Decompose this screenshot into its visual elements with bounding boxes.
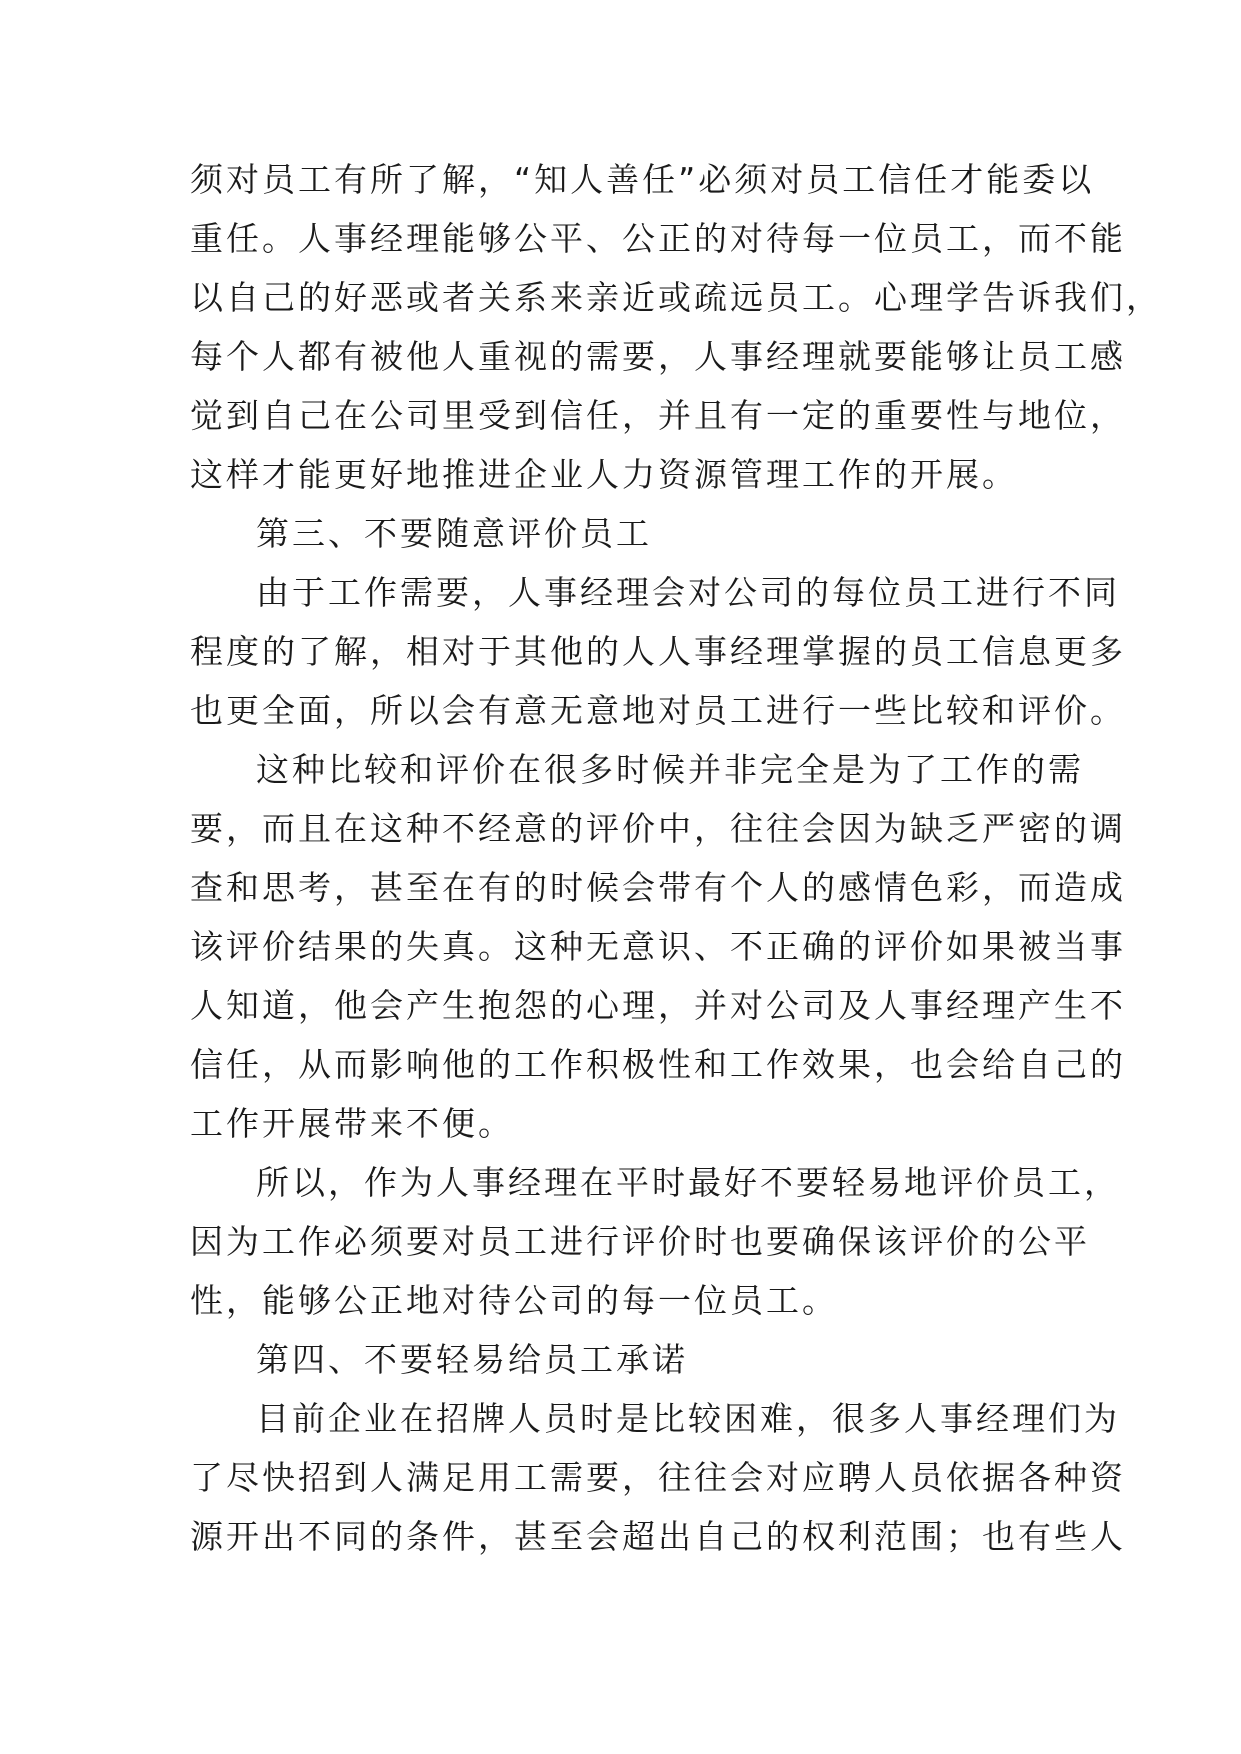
text-line: 以自己的好恶或者关系来亲近或疏远员工。心理学告诉我们， (190, 278, 1162, 317)
text-line: 人知道，他会产生抱怨的心理，并对公司及人事经理产生不 (190, 986, 1126, 1025)
text-line: 须对员工有所了解，“知人善任”必须对员工信任才能委以 (190, 160, 1095, 199)
text-line: 这样才能更好地推进企业人力资源管理工作的开展。 (190, 455, 1018, 494)
text-line: 要，而且在这种不经意的评价中，往往会因为缺乏严密的调 (190, 809, 1126, 848)
text-line: 工作开展带来不便。 (190, 1104, 514, 1143)
text-line: 源开出不同的条件，甚至会超出自己的权利范围；也有些人 (190, 1517, 1126, 1556)
text-line: 查和思考，甚至在有的时候会带有个人的感情色彩，而造成 (190, 868, 1126, 907)
text-line: 这种比较和评价在很多时候并非完全是为了工作的需 (256, 750, 1084, 789)
text-line: 信任，从而影响他的工作积极性和工作效果，也会给自己的 (190, 1045, 1126, 1084)
text-line: 也更全面，所以会有意无意地对员工进行一些比较和评价。 (190, 691, 1126, 730)
section-heading: 第四、不要轻易给员工承诺 (256, 1340, 688, 1379)
section-heading: 第三、不要随意评价员工 (256, 514, 652, 553)
text-line: 因为工作必须要对员工进行评价时也要确保该评价的公平 (190, 1222, 1090, 1261)
text-line: 程度的了解，相对于其他的人人事经理掌握的员工信息更多 (190, 632, 1126, 671)
text-line: 所以，作为人事经理在平时最好不要轻易地评价员工， (256, 1163, 1120, 1202)
text-line: 目前企业在招牌人员时是比较困难，很多人事经理们为 (256, 1399, 1120, 1438)
text-line: 了尽快招到人满足用工需要，往往会对应聘人员依据各种资 (190, 1458, 1126, 1497)
text-line: 重任。人事经理能够公平、公正的对待每一位员工，而不能 (190, 219, 1126, 258)
body-text (190, 150, 1162, 1566)
text-line: 觉到自己在公司里受到信任，并且有一定的重要性与地位， (190, 396, 1126, 435)
text-line: 性，能够公正地对待公司的每一位员工。 (190, 1281, 838, 1320)
text-line: 每个人都有被他人重视的需要，人事经理就要能够让员工感 (190, 337, 1126, 376)
text-line: 该评价结果的失真。这种无意识、不正确的评价如果被当事 (190, 927, 1126, 966)
text-line: 由于工作需要，人事经理会对公司的每位员工进行不同 (256, 573, 1120, 612)
